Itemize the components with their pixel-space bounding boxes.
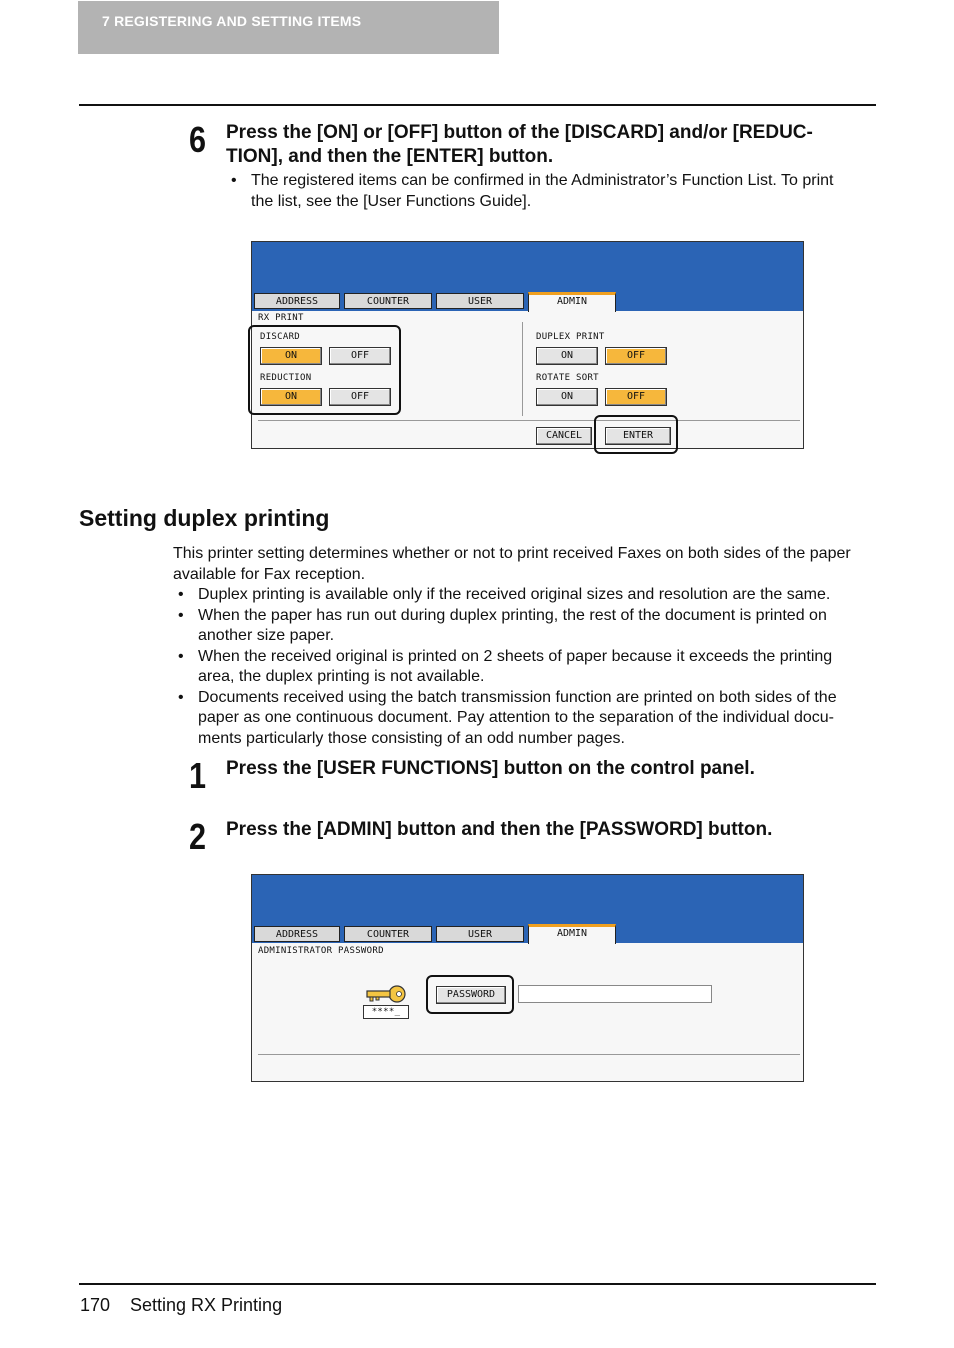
section-title: Setting duplex printing	[79, 505, 330, 531]
intro-line-1: This printer setting determines whether or not to print received Faxes on both sides of the paper	[173, 545, 851, 562]
duplex-on-button[interactable]: ON	[536, 347, 598, 365]
step-6-note	[226, 171, 876, 212]
step-number-2: 2	[189, 816, 207, 857]
chapter-title: 7 REGISTERING AND SETTING ITEMS	[102, 13, 362, 29]
highlight-frame-password	[426, 975, 514, 1014]
reduction-label: REDUCTION	[260, 373, 312, 383]
tab-address[interactable]: ADDRESS	[254, 293, 340, 309]
rotate-on-button[interactable]: ON	[536, 388, 598, 406]
section-bullets	[173, 585, 878, 749]
bullet-line: • Duplex printing is available only if the received original sizes and resolution are the same.	[198, 586, 831, 603]
highlight-frame-discard-reduction	[248, 325, 401, 415]
bullet-item	[173, 647, 878, 688]
discard-off-button[interactable]: OFF	[329, 347, 391, 365]
masked-password-display: ****_	[363, 1005, 409, 1019]
bullet-item	[173, 585, 878, 606]
screen-title: ADMINISTRATOR PASSWORD	[258, 946, 384, 956]
step-number-1: 1	[189, 755, 207, 796]
password-field[interactable]	[518, 985, 712, 1003]
note-line-1: • The registered items can be confirmed in the Administrator’s Function List. To print	[251, 172, 834, 189]
bullet-line: • Documents received using the batch transmission function are printed on both sides of the	[198, 688, 837, 706]
step-6-line-1: Press the [ON] or [OFF] button of the [DISCARD] and/or [REDUC-	[226, 122, 813, 143]
bullet-item	[173, 688, 878, 750]
bullet-line: ments particularly those consisting of an odd number pages.	[198, 729, 625, 747]
note-line-2: the list, see the [User Functions Guide].	[251, 192, 532, 210]
tab-user[interactable]: USER	[436, 926, 524, 942]
cancel-button[interactable]: CANCEL	[536, 427, 592, 445]
bullet-line: • When the received original is printed on 2 sheets of paper because it exceeds the printing	[198, 647, 833, 665]
duplex-print-label: DUPLEX PRINT	[536, 332, 605, 342]
intro-line-2: available for Fax reception.	[173, 565, 366, 583]
rotate-sort-label: ROTATE SORT	[536, 373, 599, 383]
discard-on-button[interactable]: ON	[260, 347, 322, 365]
tab-counter[interactable]: COUNTER	[344, 926, 432, 942]
bullet-line: area, the duplex printing is not available.	[198, 668, 485, 685]
page-number: 170	[80, 1295, 111, 1315]
step-6-instruction	[226, 121, 813, 169]
bottom-divider	[258, 420, 800, 421]
highlight-frame-enter	[594, 415, 678, 454]
rotate-off-button[interactable]: OFF	[605, 388, 667, 406]
password-button[interactable]: PASSWORD	[436, 986, 506, 1004]
enter-button[interactable]: ENTER	[605, 427, 671, 445]
reduction-on-button[interactable]: ON	[260, 388, 322, 406]
tab-user[interactable]: USER	[436, 293, 524, 309]
step-number-6: 6	[189, 119, 207, 160]
top-rule	[79, 104, 876, 106]
step-2-instruction: Press the [ADMIN] button and then the [PASSWORD] button.	[226, 819, 773, 840]
duplex-off-button[interactable]: OFF	[605, 347, 667, 365]
section-intro	[173, 544, 878, 585]
step-6-notes	[226, 171, 876, 212]
discard-label: DISCARD	[260, 332, 301, 342]
step-6-line-2: TION], and then the [ENTER] button.	[226, 146, 554, 167]
chapter-header-tab	[78, 1, 499, 54]
tab-address[interactable]: ADDRESS	[254, 926, 340, 942]
key-icon	[364, 983, 408, 1005]
screen-title: RX PRINT	[258, 313, 304, 323]
tab-counter[interactable]: COUNTER	[344, 293, 432, 309]
reduction-off-button[interactable]: OFF	[329, 388, 391, 406]
footer-title: Setting RX Printing	[130, 1295, 283, 1315]
bottom-rule	[79, 1283, 876, 1285]
bullet-line: paper as one continuous document. Pay attention to the separation of the individual docu-	[198, 709, 834, 726]
admin-password-screen	[251, 874, 804, 1082]
bullet-line: • When the paper has run out during duplex printing, the rest of the document is printed on	[198, 606, 827, 624]
tab-admin[interactable]: ADMIN	[528, 292, 616, 312]
bottom-divider	[258, 1054, 800, 1055]
bullet-line: another size paper.	[198, 627, 335, 644]
tab-admin[interactable]: ADMIN	[528, 924, 616, 944]
column-divider	[522, 322, 523, 416]
step-1-instruction: Press the [USER FUNCTIONS] button on the control panel.	[226, 758, 755, 779]
bullet-item	[173, 606, 878, 647]
